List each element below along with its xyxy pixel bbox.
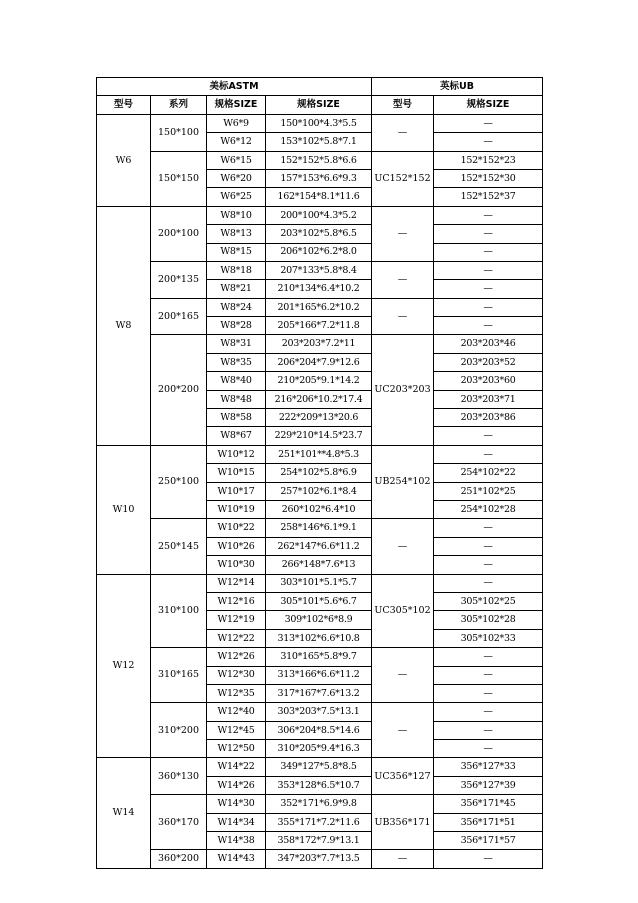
ub-size-cell: — — [434, 317, 543, 335]
spec-cell: W10*22 — [207, 519, 266, 537]
ub-size-cell: 251*102*25 — [434, 482, 543, 500]
size-cell: 157*153*6.6*9.3 — [266, 169, 372, 187]
astm-title: 美标ASTM — [97, 78, 372, 96]
series-cell: 200*135 — [151, 261, 207, 298]
ub-model-cell: — — [372, 850, 434, 868]
ub-size-cell: — — [434, 666, 543, 684]
ub-size-cell: — — [434, 537, 543, 555]
model-cell: W10 — [97, 445, 151, 574]
spec-cell: W12*30 — [207, 666, 266, 684]
size-cell: 317*167*7.6*13.2 — [266, 684, 372, 702]
steel-size-table — [96, 77, 543, 869]
size-cell: 222*209*13*20.6 — [266, 409, 372, 427]
size-cell: 358*172*7.9*13.1 — [266, 832, 372, 850]
ub-size-cell: 356*127*39 — [434, 776, 543, 794]
size-cell: 210*134*6.4*10.2 — [266, 280, 372, 298]
ub-model-cell: — — [372, 206, 434, 261]
ub-size-cell: — — [434, 574, 543, 592]
size-cell: 162*154*8.1*11.6 — [266, 188, 372, 206]
spec-cell: W14*43 — [207, 850, 266, 868]
spec-cell: W6*20 — [207, 169, 266, 187]
spec-cell: W12*35 — [207, 684, 266, 702]
size-cell: 310*165*5.8*9.7 — [266, 648, 372, 666]
ub-model-cell: — — [372, 298, 434, 335]
size-cell: 210*205*9.1*14.2 — [266, 372, 372, 390]
spec-cell: W8*40 — [207, 372, 266, 390]
ub-size-cell: — — [434, 556, 543, 574]
size-cell: 260*102*6.4*10 — [266, 500, 372, 518]
spec-cell: W12*45 — [207, 721, 266, 739]
ub-size-cell: — — [434, 261, 543, 279]
size-cell: 306*204*8.5*14.6 — [266, 721, 372, 739]
size-cell: 303*203*7.5*13.1 — [266, 703, 372, 721]
spec-cell: W8*48 — [207, 390, 266, 408]
ub-size-cell: 305*102*28 — [434, 611, 543, 629]
size-cell: 150*100*4.3*5.5 — [266, 114, 372, 132]
ub-size-cell: — — [434, 298, 543, 316]
series-cell: 310*200 — [151, 703, 207, 758]
ub-size-cell: 152*152*30 — [434, 169, 543, 187]
ub-model-cell: UC305*102 — [372, 574, 434, 648]
ub-size-cell: — — [434, 280, 543, 298]
spec-cell: W10*26 — [207, 537, 266, 555]
spec-cell: W14*38 — [207, 832, 266, 850]
spec-cell: W8*18 — [207, 261, 266, 279]
size-cell: 310*205*9.4*16.3 — [266, 740, 372, 758]
size-cell: 207*133*5.8*8.4 — [266, 261, 372, 279]
column-header-row — [97, 96, 543, 114]
table-row — [97, 298, 543, 316]
ub-model-cell: UB254*102 — [372, 445, 434, 519]
series-cell: 150*100 — [151, 114, 207, 151]
spec-cell: W10*30 — [207, 556, 266, 574]
spec-cell: W12*19 — [207, 611, 266, 629]
ub-model-cell: UB356*171 — [372, 795, 434, 850]
size-cell: 352*171*6.9*9.8 — [266, 795, 372, 813]
size-cell: 257*102*6.1*8.4 — [266, 482, 372, 500]
size-cell: 305*101*5.6*6.7 — [266, 592, 372, 610]
table-row — [97, 648, 543, 666]
series-cell: 250*145 — [151, 519, 207, 574]
ub-model-cell: — — [372, 648, 434, 703]
spec-cell: W10*19 — [207, 500, 266, 518]
ub-size-cell: 305*102*33 — [434, 629, 543, 647]
size-cell: 355*171*7.2*11.6 — [266, 813, 372, 831]
series-cell: 200*100 — [151, 206, 207, 261]
spec-cell: W8*31 — [207, 335, 266, 353]
size-cell: 303*101*5.1*5.7 — [266, 574, 372, 592]
spec-cell: W10*17 — [207, 482, 266, 500]
ub-size-cell: 152*152*37 — [434, 188, 543, 206]
size-cell: 266*148*7.6*13 — [266, 556, 372, 574]
spec-cell: W8*15 — [207, 243, 266, 261]
ub-size-cell: 356*171*45 — [434, 795, 543, 813]
ub-size-cell: — — [434, 133, 543, 151]
series-cell: 310*100 — [151, 574, 207, 648]
table-row — [97, 445, 543, 463]
ub-size-cell: — — [434, 427, 543, 445]
ub-size-cell: 356*127*33 — [434, 758, 543, 776]
spec-cell: W8*58 — [207, 409, 266, 427]
table-row — [97, 703, 543, 721]
series-cell: 360*200 — [151, 850, 207, 868]
ub-size-cell: — — [434, 721, 543, 739]
spec-cell: W8*10 — [207, 206, 266, 224]
spec-cell: W14*30 — [207, 795, 266, 813]
table-row — [97, 261, 543, 279]
size-cell: 152*152*5.8*6.6 — [266, 151, 372, 169]
series-cell: 310*165 — [151, 648, 207, 703]
ub-size-cell: 254*102*22 — [434, 464, 543, 482]
size-cell: 251*101**4.8*5.3 — [266, 445, 372, 463]
col-ub-model-header: 型号 — [372, 96, 434, 114]
table-body — [97, 114, 543, 868]
spec-cell: W12*16 — [207, 592, 266, 610]
spec-cell: W12*40 — [207, 703, 266, 721]
table-row — [97, 519, 543, 537]
size-cell: 313*166*6.6*11.2 — [266, 666, 372, 684]
ub-model-cell: — — [372, 519, 434, 574]
size-cell: 153*102*5.8*7.1 — [266, 133, 372, 151]
model-cell: W12 — [97, 574, 151, 758]
series-cell: 250*100 — [151, 445, 207, 519]
size-cell: 200*100*4.3*5.2 — [266, 206, 372, 224]
size-cell: 353*128*6.5*10.7 — [266, 776, 372, 794]
size-cell: 216*206*10.2*17.4 — [266, 390, 372, 408]
size-cell: 203*203*7.2*11 — [266, 335, 372, 353]
spec-cell: W6*12 — [207, 133, 266, 151]
size-cell: 205*166*7.2*11.8 — [266, 317, 372, 335]
model-cell: W6 — [97, 114, 151, 206]
ub-size-cell: 152*152*23 — [434, 151, 543, 169]
spec-cell: W12*22 — [207, 629, 266, 647]
series-cell: 360*170 — [151, 795, 207, 850]
ub-size-cell: 203*203*60 — [434, 372, 543, 390]
ub-size-cell: — — [434, 740, 543, 758]
table-row — [97, 114, 543, 132]
size-cell: 313*102*6.6*10.8 — [266, 629, 372, 647]
ub-size-cell: 254*102*28 — [434, 500, 543, 518]
size-cell: 347*203*7.7*13.5 — [266, 850, 372, 868]
ub-size-cell: 203*203*71 — [434, 390, 543, 408]
ub-size-cell: 356*171*51 — [434, 813, 543, 831]
ub-size-cell: 203*203*46 — [434, 335, 543, 353]
table-row — [97, 758, 543, 776]
table-row — [97, 574, 543, 592]
ub-model-cell: UC152*152 — [372, 151, 434, 206]
ub-model-cell: — — [372, 703, 434, 758]
spec-cell: W8*67 — [207, 427, 266, 445]
ub-model-cell: — — [372, 261, 434, 298]
spec-cell: W14*34 — [207, 813, 266, 831]
title-row — [97, 78, 543, 96]
spec-cell: W6*25 — [207, 188, 266, 206]
size-cell: 206*204*7.9*12.6 — [266, 353, 372, 371]
ub-model-cell: UC356*127 — [372, 758, 434, 795]
ub-model-cell: — — [372, 114, 434, 151]
ub-size-cell: — — [434, 206, 543, 224]
table-row — [97, 151, 543, 169]
ub-size-cell: — — [434, 648, 543, 666]
ub-title: 英标UB — [372, 78, 543, 96]
table-row — [97, 850, 543, 868]
ub-size-cell: 305*102*25 — [434, 592, 543, 610]
spec-cell: W14*22 — [207, 758, 266, 776]
col-series-header: 系列 — [151, 96, 207, 114]
ub-size-cell: — — [434, 243, 543, 261]
spec-cell: W12*50 — [207, 740, 266, 758]
table-row — [97, 795, 543, 813]
model-cell: W14 — [97, 758, 151, 868]
ub-size-cell: — — [434, 703, 543, 721]
spec-cell: W12*26 — [207, 648, 266, 666]
model-cell: W8 — [97, 206, 151, 445]
col-size-header: 规格SIZE — [266, 96, 372, 114]
spec-cell: W10*15 — [207, 464, 266, 482]
spec-cell: W14*26 — [207, 776, 266, 794]
size-cell: 254*102*5.8*6.9 — [266, 464, 372, 482]
ub-model-cell: UC203*203 — [372, 335, 434, 445]
ub-size-cell: — — [434, 445, 543, 463]
series-cell: 200*165 — [151, 298, 207, 335]
size-cell: 262*147*6.6*11.2 — [266, 537, 372, 555]
size-cell: 258*146*6.1*9.1 — [266, 519, 372, 537]
ub-size-cell: — — [434, 850, 543, 868]
size-cell: 203*102*5.8*6.5 — [266, 225, 372, 243]
size-cell: 309*102*6*8.9 — [266, 611, 372, 629]
spec-cell: W8*21 — [207, 280, 266, 298]
table-row — [97, 335, 543, 353]
ub-size-cell: — — [434, 114, 543, 132]
spec-cell: W8*13 — [207, 225, 266, 243]
size-cell: 229*210*14.5*23.7 — [266, 427, 372, 445]
spec-cell: W6*9 — [207, 114, 266, 132]
size-cell: 206*102*6.2*8.0 — [266, 243, 372, 261]
col-model-header: 型号 — [97, 96, 151, 114]
ub-size-cell: — — [434, 684, 543, 702]
series-cell: 200*200 — [151, 335, 207, 445]
series-cell: 360*130 — [151, 758, 207, 795]
ub-size-cell: 203*203*86 — [434, 409, 543, 427]
ub-size-cell: 356*171*57 — [434, 832, 543, 850]
spec-cell: W8*35 — [207, 353, 266, 371]
ub-size-cell: 203*203*52 — [434, 353, 543, 371]
col-spec-header: 规格SIZE — [207, 96, 266, 114]
spec-cell: W8*24 — [207, 298, 266, 316]
spec-cell: W12*14 — [207, 574, 266, 592]
series-cell: 150*150 — [151, 151, 207, 206]
ub-size-cell: — — [434, 225, 543, 243]
size-cell: 349*127*5.8*8.5 — [266, 758, 372, 776]
table-row — [97, 206, 543, 224]
ub-size-cell: — — [434, 519, 543, 537]
spec-cell: W8*28 — [207, 317, 266, 335]
spec-cell: W6*15 — [207, 151, 266, 169]
size-cell: 201*165*6.2*10.2 — [266, 298, 372, 316]
spec-cell: W10*12 — [207, 445, 266, 463]
col-ub-size-header: 规格SIZE — [434, 96, 543, 114]
